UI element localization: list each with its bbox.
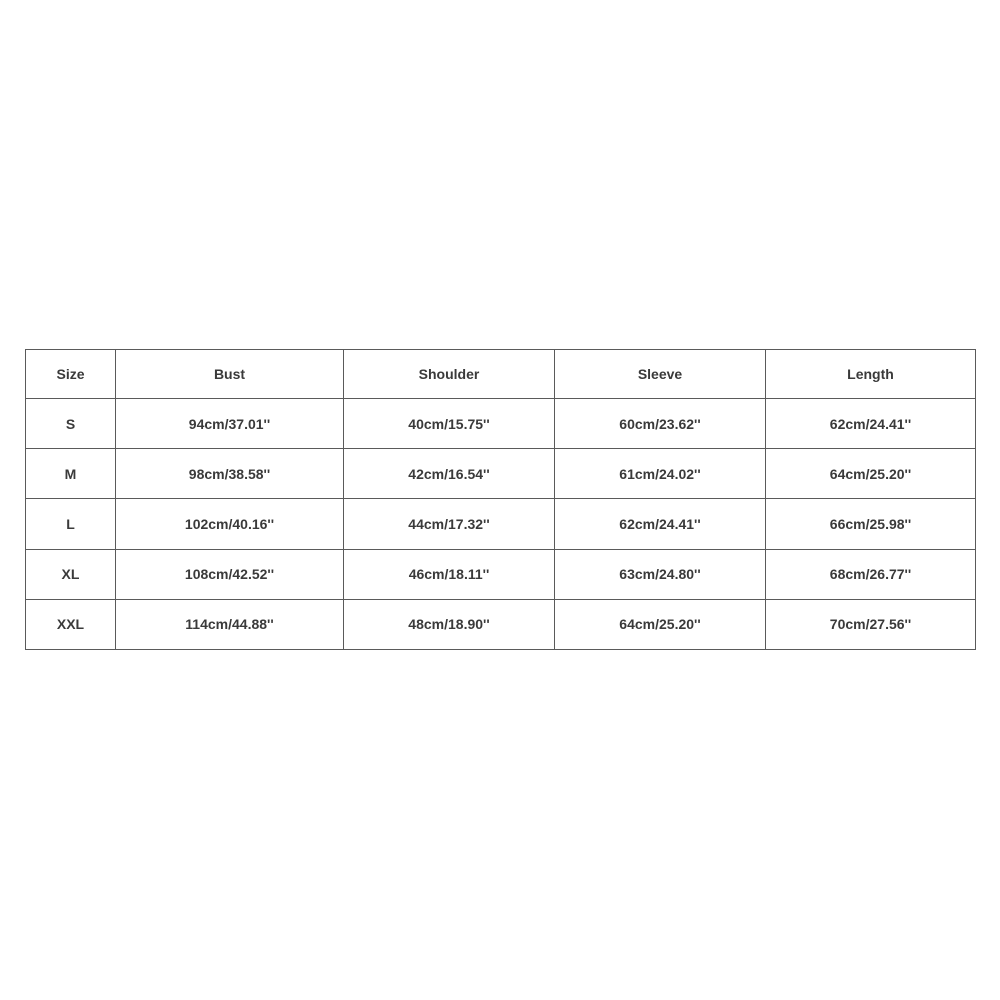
bust-cell: 98cm/38.58'' (116, 449, 344, 499)
table-row (26, 549, 976, 599)
length-cell: 70cm/27.56'' (766, 599, 976, 649)
size-cell: XXL (26, 599, 116, 649)
table-row (26, 499, 976, 549)
size-cell: XL (26, 549, 116, 599)
shoulder-cell: 46cm/18.11'' (344, 549, 555, 599)
shoulder-cell: 48cm/18.90'' (344, 599, 555, 649)
header-size: Size (26, 350, 116, 399)
size-cell: S (26, 399, 116, 449)
sleeve-cell: 62cm/24.41'' (555, 499, 766, 549)
header-sleeve: Sleeve (555, 350, 766, 399)
size-cell: M (26, 449, 116, 499)
sleeve-cell: 61cm/24.02'' (555, 449, 766, 499)
sleeve-cell: 64cm/25.20'' (555, 599, 766, 649)
bust-cell: 102cm/40.16'' (116, 499, 344, 549)
length-cell: 66cm/25.98'' (766, 499, 976, 549)
table-row (26, 449, 976, 499)
table-row (26, 599, 976, 649)
size-chart-table (25, 349, 976, 650)
length-cell: 68cm/26.77'' (766, 549, 976, 599)
length-cell: 62cm/24.41'' (766, 399, 976, 449)
bust-cell: 94cm/37.01'' (116, 399, 344, 449)
header-bust: Bust (116, 350, 344, 399)
length-cell: 64cm/25.20'' (766, 449, 976, 499)
header-length: Length (766, 350, 976, 399)
table-row (26, 399, 976, 449)
bust-cell: 108cm/42.52'' (116, 549, 344, 599)
size-cell: L (26, 499, 116, 549)
sleeve-cell: 63cm/24.80'' (555, 549, 766, 599)
header-shoulder: Shoulder (344, 350, 555, 399)
table-header-row (26, 350, 976, 399)
shoulder-cell: 42cm/16.54'' (344, 449, 555, 499)
bust-cell: 114cm/44.88'' (116, 599, 344, 649)
sleeve-cell: 60cm/23.62'' (555, 399, 766, 449)
shoulder-cell: 44cm/17.32'' (344, 499, 555, 549)
shoulder-cell: 40cm/15.75'' (344, 399, 555, 449)
